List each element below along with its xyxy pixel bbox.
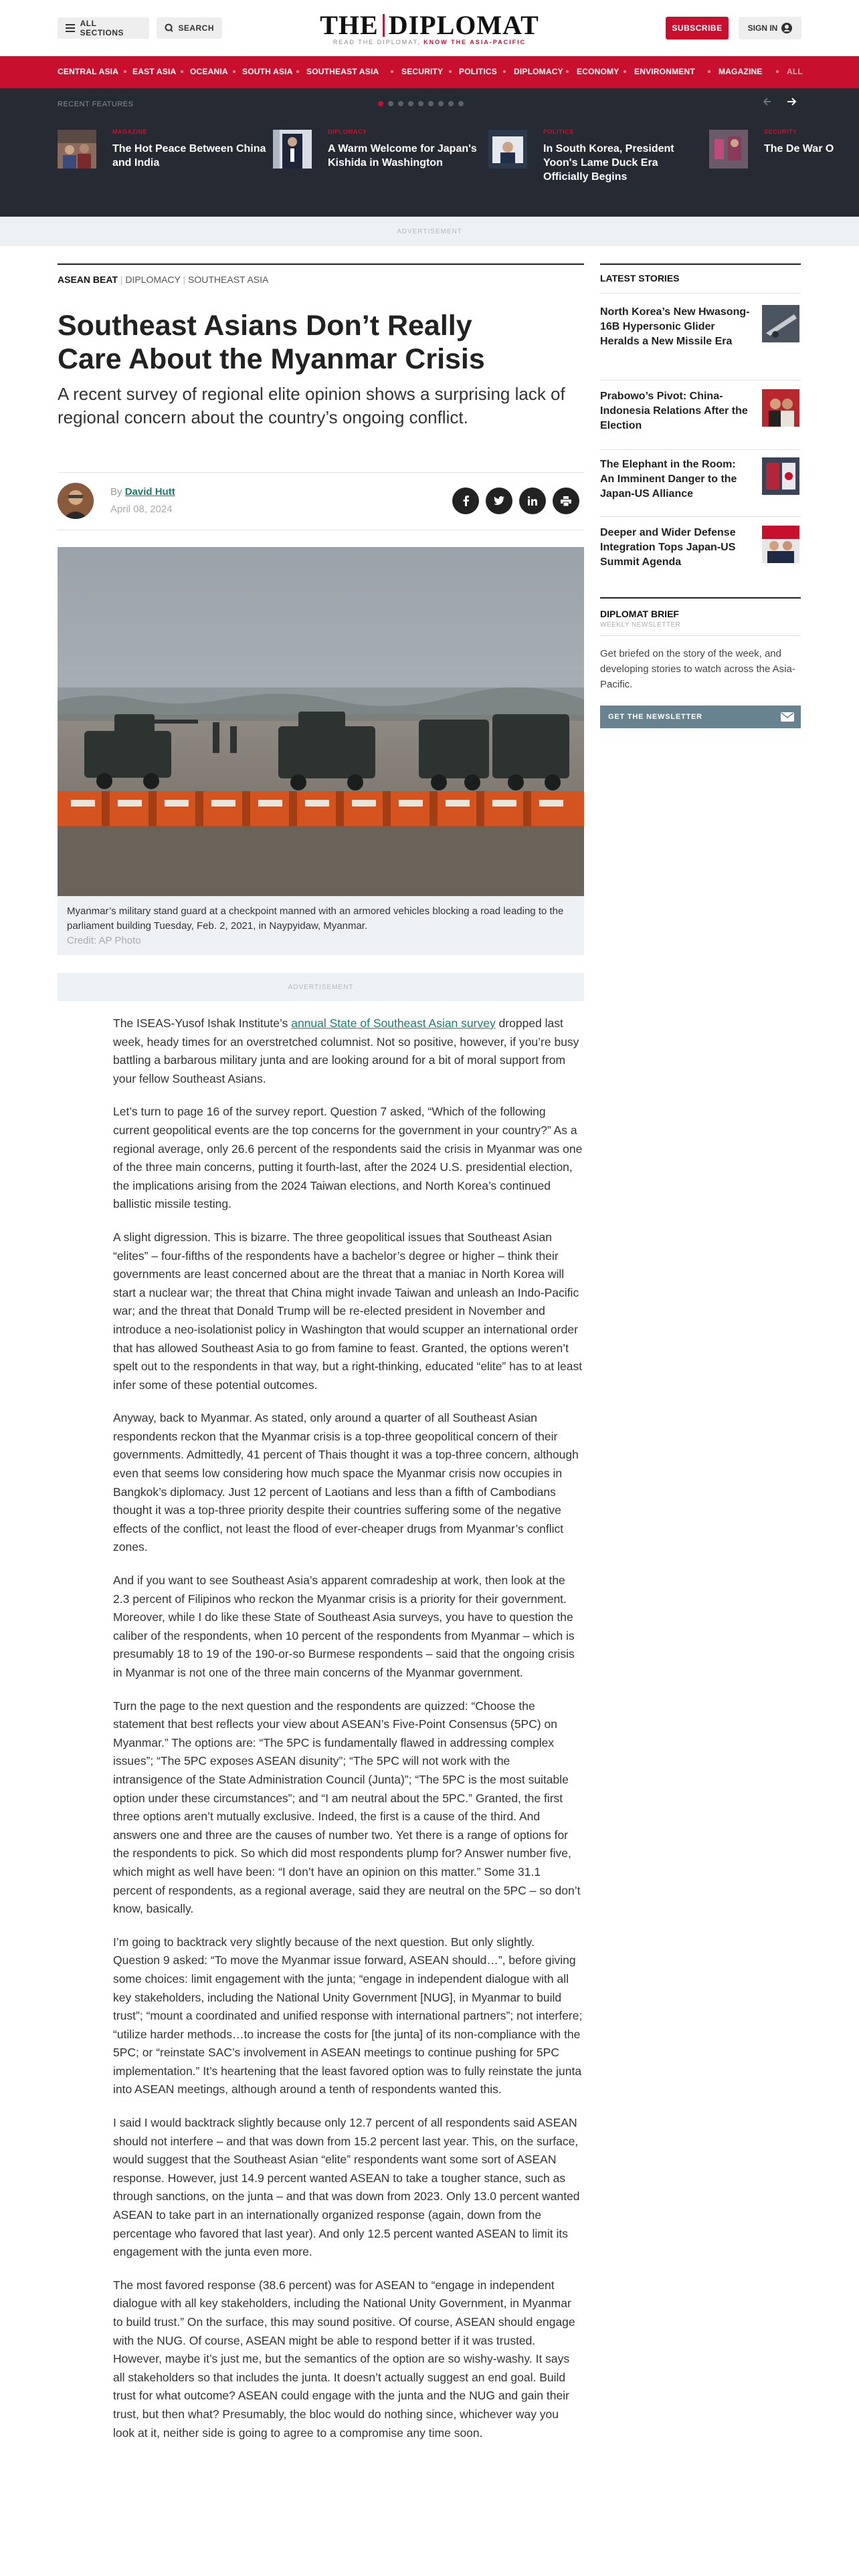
brief-top-rule: [600, 597, 801, 599]
paragraph: And if you want to see Southeast Asia’s apparent comradeship at work, then look at the 2.3 percent of Filipinos who reckon the Myanmar crisis is a priority for their government. Moreover, while I do like these State of Southeast Asia surveys, you have to question the caliber of the respondents, when 10 percent of the respondents from Myanmar – which is presumably 18 to 19 of the 190-or-so Burmese respondents – said that the ongoing crisis in Myanmar is not one of the three main concerns of the Myanmar government.: [113, 1574, 575, 1679]
feature-tag: MAGAZINE: [112, 128, 147, 135]
user-icon: [781, 23, 792, 33]
nav-economy[interactable]: ECONOMY: [577, 67, 619, 76]
carousel-dot[interactable]: [398, 101, 403, 106]
logo-right: DIPLOMAT: [388, 10, 539, 40]
latest-story[interactable]: [600, 305, 801, 358]
publish-date: April 08, 2024: [110, 504, 173, 515]
envelope-icon: [781, 712, 794, 722]
subscribe-label: SUBSCRIBE: [672, 23, 723, 33]
article-top-rule: [58, 263, 584, 265]
photo-credit: Credit: AP Photo: [67, 935, 141, 946]
feature-title[interactable]: In South Korea, President Yoon's Lame Duck Era Officially Begins: [543, 143, 674, 183]
latest-story-thumbnail: [762, 305, 799, 342]
nav-central-asia[interactable]: CENTRAL ASIA: [58, 67, 119, 76]
article-title: Southeast Asians Don’t Really Care About the Myanmar Crisis: [58, 310, 485, 375]
get-newsletter-label: GET THE NEWSLETTER: [608, 713, 702, 721]
sidebar-divider: [600, 380, 801, 381]
get-newsletter-button[interactable]: [600, 706, 801, 728]
logo-left: THE: [320, 10, 379, 40]
author-avatar[interactable]: [58, 483, 94, 519]
nav-environment[interactable]: ENVIRONMENT: [634, 67, 695, 76]
feature-thumbnail: [273, 130, 312, 169]
linkedin-icon: [528, 496, 537, 506]
latest-story[interactable]: [600, 526, 801, 572]
search-label: SEARCH: [178, 23, 214, 33]
feature-thumbnail: [58, 130, 96, 169]
feature-thumbnail: [488, 130, 527, 169]
diplomat-brief-subtitle: WEEKLY NEWSLETTER: [600, 621, 681, 629]
latest-story[interactable]: [600, 389, 801, 429]
carousel-dot[interactable]: [378, 101, 383, 106]
latest-story-title[interactable]: North Korea’s New Hwasong-16B Hypersonic Glider Heralds a New Missile Era: [600, 306, 750, 347]
crumb-region[interactable]: SOUTHEAST ASIA: [188, 274, 269, 285]
feature-card[interactable]: [58, 128, 272, 182]
latest-story-thumbnail: [762, 526, 799, 563]
carousel-dot[interactable]: [448, 101, 454, 106]
byline: [110, 486, 175, 498]
article-dek: A recent survey of regional elite opinion shows a surprising lack of regional concern about the country’s ongoing conflict.: [58, 384, 565, 427]
author-link[interactable]: David Hutt: [124, 486, 175, 498]
latest-story[interactable]: [600, 457, 801, 504]
nav-diplomacy[interactable]: DIPLOMACY: [514, 67, 563, 76]
paragraph: [113, 1014, 583, 1088]
latest-story-title[interactable]: The Elephant in the Room: An Imminent Danger to the Japan-US Alliance: [600, 459, 737, 500]
caption-text: Myanmar’s military stand guard at a checkpoint manned with an armored vehicles blocking a road leading to the parliament building Tuesday, Feb. 2, 2021, in Naypyidaw, Myanmar.: [67, 905, 564, 932]
feature-tag: SECURITY: [764, 128, 797, 135]
by-prefix: By: [110, 486, 122, 498]
latest-story-thumbnail: [762, 457, 799, 495]
latest-story-thumbnail: [762, 389, 799, 427]
tagline-emphasis: KNOW THE ASIA-PACIFIC: [423, 39, 527, 45]
nav-security[interactable]: SECURITY: [401, 67, 444, 76]
image-caption: [58, 896, 584, 955]
diplomat-brief-title: DIPLOMAT BRIEF: [600, 609, 679, 619]
feature-title[interactable]: The De War O: [764, 143, 834, 154]
nav-south-asia[interactable]: SOUTH ASIA: [242, 67, 293, 76]
share-twitter-button[interactable]: [486, 488, 512, 514]
facebook-icon: [461, 496, 470, 506]
sidebar-divider: [600, 293, 801, 294]
crumb-topic[interactable]: DIPLOMACY: [125, 274, 181, 285]
author-photo: [58, 483, 94, 519]
feature-tag: DIPLOMACY: [328, 128, 367, 135]
latest-stories-title: LATEST STORIES: [600, 273, 680, 284]
sign-in-button[interactable]: [739, 17, 801, 39]
carousel-dots: [378, 101, 464, 106]
latest-story-title[interactable]: Deeper and Wider Defense Integration Tops Japan-US Summit Agenda: [600, 527, 736, 568]
share-facebook-button[interactable]: [452, 488, 479, 514]
nav-oceania[interactable]: OCEANIA: [190, 67, 228, 76]
carousel-dot[interactable]: [458, 101, 464, 106]
hero-photo: [58, 547, 584, 896]
sidebar-divider: [600, 516, 801, 517]
feature-thumbnail: [709, 130, 748, 169]
recent-features-label: RECENT FEATURES: [58, 100, 134, 108]
nav-east-asia[interactable]: EAST ASIA: [132, 67, 177, 76]
paragraph: I said I would backtrack slightly because only 12.7 percent of all respondents said ASEAN should not interfere – and that was down from 15.2 percent last year. This, on the surface, would suggest that the Southeast Asian “elite” respondents want some sort of ASEAN response. However, just 14.9 percent wanted ASEAN to take a tougher stance, such as through sanctions, on the junta – and that was down from 2023. Only 13.0 percent wanted ASEAN to take part in an internationally organized response (again, down from the percentage who favored that last year). And only 12.5 percent wanted ASEAN to limit its engagement with the junta even more.: [113, 2116, 580, 2259]
nav-all[interactable]: ALL: [787, 67, 803, 76]
main-nav: [0, 56, 859, 88]
sidebar-divider: [600, 449, 801, 450]
carousel-dot[interactable]: [408, 101, 413, 106]
print-button[interactable]: [553, 488, 579, 514]
nav-magazine[interactable]: MAGAZINE: [719, 67, 763, 76]
print-icon: [561, 496, 571, 506]
brief-divider: [600, 635, 801, 636]
carousel-dot[interactable]: [388, 101, 393, 106]
feature-card[interactable]: [273, 128, 487, 182]
latest-story-title[interactable]: Prabowo’s Pivot: China-Indonesia Relations After the Election: [600, 391, 748, 431]
diplomat-brief-text: Get briefed on the story of the week, and developing stories to watch across the Asia-Pacific.: [600, 648, 795, 690]
paragraph: Let’s turn to page 16 of the survey report. Question 7 asked, “Which of the following current geopolitical events are the top concerns for the government in your country?” As a regional average, only 26.6 percent of the respondents said the crisis in Myanmar was one of the three main concerns, putting it fourth-last, after the 2024 U.S. presidential election, the implications arising from the 2024 Taiwan elections, and North Korea’s continued ballistic missile testing.: [113, 1105, 583, 1211]
byline-top-rule: [58, 472, 584, 473]
sign-in-label: SIGN IN: [747, 23, 778, 33]
tagline-prefix: READ THE DIPLOMAT,: [332, 39, 421, 45]
carousel-dot[interactable]: [418, 101, 423, 106]
crumb-section[interactable]: ASEAN BEAT: [58, 274, 118, 285]
p1-text-before: The ISEAS-Yusof Ishak Institute’s: [113, 1016, 288, 1030]
article-body: [113, 1014, 583, 2457]
advertisement-banner: ADVERTISEMENT: [0, 217, 859, 246]
arrow-right-icon[interactable]: [786, 96, 797, 107]
paragraph: I’m going to backtrack very slightly because of the next question. But only slightly. Question 9 asked: “To move the Myanmar issue forward, ASEAN should…”, before giving some choices: limit engagement with the junta; “engage in independent dialogue with all key stakeholders, including the National Unity Government [NUG], in Myanmar to build trust”; “mount a coordinated and unified response with international partners”; not interfere; “utilize harder methods…to increase the costs for [the junta] of its non-compliance with the 5PC; or “reinstate SAC’s involvement in ASEAN meetings to continue pushing for 5PC implementation.” It’s heartening that the least favored option was to fully reinstate the junta into ASEAN meetings, although around a tenth of respondents wanted this.: [113, 1935, 583, 2097]
feature-card[interactable]: [488, 128, 702, 182]
paragraph: The most favored response (38.6 percent) was for ASEAN to “engage in independent dialogue with all key stakeholders, including the National Unity Government, in Myanmar to build trust.” On the surface, this may sound positive. Of course, ASEAN should engage with the NUG. Of course, ASEAN might be able to respond better if it was trusted. However, maybe it’s just me, but the semantics of the option are so wishy-washy. It says all stakeholders so that includes the junta. It doesn’t actually suggest an end goal. Build trust for what outcome? ASEAN could engage with the junta and the NUG and gain their trust, but then what? Presumably, the bloc would do nothing since, whichever way you look at it, neither side is going to agree to a compromise any time soon.: [113, 2278, 575, 2440]
nav-politics[interactable]: POLITICS: [459, 67, 497, 76]
feature-tag: POLITICS: [543, 128, 574, 135]
p1-text-after: dropped last week, heady times for an overstretched columnist. Not so positive, however, if you’re busy battling a barbarous military junta and are looking around for a bit of moral support from your fellow Southeast Asians.: [113, 1016, 579, 1085]
feature-title[interactable]: The Hot Peace Between China and India: [112, 143, 266, 169]
feature-title[interactable]: A Warm Welcome for Japan's Kishida in Washington: [328, 143, 477, 169]
carousel-dot[interactable]: [438, 101, 444, 106]
hero-image: [58, 547, 584, 896]
carousel-dot[interactable]: [428, 101, 434, 106]
paragraph: A slight digression. This is bizarre. The three geopolitical issues that Southeast Asian “elites” – four-fifths of the respondents have a bachelor’s degree or higher – think their governments are least concerned about are the threat that a maniac in North Korea will start a nuclear war; the threat that China might invade Taiwan and unleash an Indo-Pacific war; and the threat that Donald Trump will be re-elected president in November and introduce a neo-isolationist policy in Washington that would scupper an international order that has allowed Southeast Asia to go from famine to feast. Granted, the options weren’t spelt out to the respondents in that way, but a right-thinking, educated “elite” has to at least infer some of these potential outcomes.: [113, 1230, 583, 1392]
nav-southeast-asia[interactable]: SOUTHEAST ASIA: [306, 67, 379, 76]
subscribe-button[interactable]: [666, 17, 729, 39]
arrow-left-icon[interactable]: [763, 96, 773, 107]
paragraph: Turn the page to the next question and the respondents are quizzed: “Choose the statement that best reflects your view about ASEAN’s Five-Point Consensus (5PC) on Myanmar.” The options are: “The 5PC is fundamentally flawed in addressing complex issues”; “The 5PC exposes ASEAN disunity”; “The 5PC will not work with the intransigence of the State Administration Council (Junta)”; “The 5PC is the most suitable option under these circumstances”; and “I am neutral about the 5PC.” Granted, the first three options aren’t mutually exclusive. Indeed, the first is a cause of the third. And answers one and three are the causes of number two. Yet there is a range of options for the respondents to pick. So which did most respondents plump for? Answer number five, which might as well have been: “I don’t have an opinion on this matter.” Some 31.1 percent of respondents, as a regional average, said they are neutral on the 5PC – so don’t know, basically.: [113, 1699, 581, 1916]
sidebar-top-rule: [600, 263, 801, 265]
twitter-icon: [494, 496, 504, 506]
paragraph: Anyway, back to Myanmar. As stated, only around a quarter of all Southeast Asian respondents reckon that the Myanmar crisis is a top-three geopolitical concern of their governments. Admittedly, 41 percent of Thais thought it was a top-three concern, although even that seems low considering how much space the Myanmar crisis now occupies in Bangkok’s diplomacy. Just 12 percent of Laotians and less than a fifth of Cambodians thought it was a top-three priority despite their countries suffering some of the negative effects of the conflict, not least the flood of ever-cheaper drugs from Myanmar’s conflict zones.: [113, 1411, 579, 1554]
feature-card[interactable]: [709, 128, 859, 182]
tagline: [0, 39, 859, 45]
advertisement-slot: ADVERTISEMENT: [58, 973, 584, 1001]
site-logo[interactable]: [0, 9, 859, 41]
share-linkedin-button[interactable]: [519, 488, 546, 514]
survey-link[interactable]: annual State of Southeast Asian survey: [291, 1016, 496, 1030]
breadcrumb: ASEAN BEAT | DIPLOMACY | SOUTHEAST ASIA: [58, 274, 269, 285]
all-sections-label: ALL SECTIONS: [80, 19, 124, 37]
